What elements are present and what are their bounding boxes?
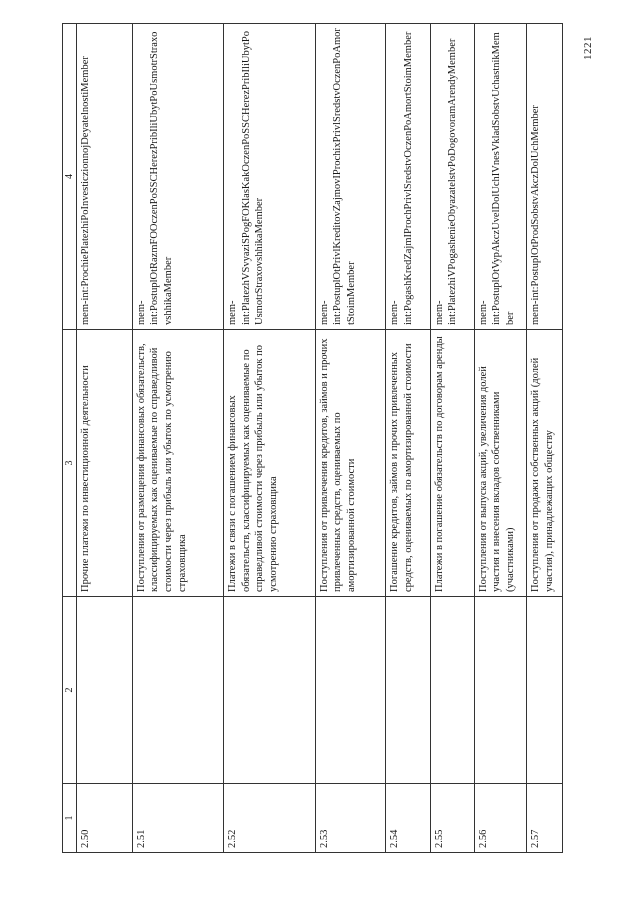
- row-col2: [315, 597, 386, 784]
- taxonomy-table: [62, 23, 563, 853]
- table-row: [224, 24, 315, 853]
- row-number: 2.52: [224, 784, 315, 853]
- row-number: 2.50: [77, 784, 132, 853]
- row-code: mem-int:PostuplOtPrivlKreditovZajmovIProchixPrivlSredstvOczenPoAmortStoimMember: [315, 24, 386, 330]
- row-code: mem-int:ProchiePlatezhiPoInvesticzionnojDeyatelnostiMember: [77, 24, 132, 330]
- row-description: Погашение кредитов, займов и прочих привлеченных средств, оцениваемых по амортизированной стоимости: [386, 330, 430, 597]
- row-description: Прочие платежи по инвестиционной деятельности: [77, 330, 132, 597]
- table-row: [386, 24, 430, 853]
- table-row: [315, 24, 386, 853]
- table-row: [132, 24, 223, 853]
- row-description: Поступления от выпуска акций, увеличения долей участия и внесения вкладов собственниками (участниками): [474, 330, 526, 597]
- row-description: Поступления от привлечения кредитов, займов и прочих привлеченных средств, оцениваемых по амортизированной стоимости: [315, 330, 386, 597]
- row-number: 2.54: [386, 784, 430, 853]
- row-col2: [77, 597, 132, 784]
- row-number: 2.51: [132, 784, 223, 853]
- table-row: [430, 24, 474, 853]
- row-number: 2.53: [315, 784, 386, 853]
- table-row: [474, 24, 526, 853]
- table-row: [77, 24, 132, 853]
- row-number: 2.56: [474, 784, 526, 853]
- row-description: Поступления от размещения финансовых обязательств, классифицируемых как оцениваемые по справедливой стоимости через прибыль или убыток по усмотрению страховщика: [132, 330, 223, 597]
- row-number: 2.55: [430, 784, 474, 853]
- row-col2: [386, 597, 430, 784]
- row-code: mem-int:PostuplOtVypAkczUvelDolUchIVnesVkladSobstvUchastnikMember: [474, 24, 526, 330]
- row-description: Поступления от продажи собственных акций (долей участия), принадлежащих обществу: [527, 330, 563, 597]
- row-code: mem-int:PogashKredZajmIProchPrivlSredstvOczenPoAmortStoimMember: [386, 24, 430, 330]
- header-col-1: 1: [63, 784, 77, 853]
- table-row: [527, 24, 563, 853]
- row-col2: [527, 597, 563, 784]
- row-number: 2.57: [527, 784, 563, 853]
- header-col-3: 3: [63, 330, 77, 597]
- row-code: mem-int:PlatezhVSvyaziSPogFOKlasKakOczenPoSSCHerezPribIliUbytPoUsmotrStraxovshhikaMember: [224, 24, 315, 330]
- row-col2: [224, 597, 315, 784]
- row-code: mem-int:PostuplOtRazmFOOczenPoSSCHerezPribIliUbytPoUsmotrStraxovshhikaMember: [132, 24, 223, 330]
- rotated-table-frame: [62, 28, 563, 853]
- row-description: Платежи в связи с погашением финансовых обязательств, классифицируемых как оцениваемые по справедливой стоимости через прибыль или убыток по усмотрению страховщика: [224, 330, 315, 597]
- table-header-row: [63, 24, 77, 853]
- row-description: Платежи в погашение обязательств по договорам аренды: [430, 330, 474, 597]
- page-number: 1221: [582, 36, 594, 60]
- header-col-4: 4: [63, 24, 77, 330]
- row-col2: [430, 597, 474, 784]
- row-col2: [474, 597, 526, 784]
- row-code: mem-int:PostuplOtProdSobstvAkczDolUchMember: [527, 24, 563, 330]
- row-col2: [132, 597, 223, 784]
- row-code: mem-int:PlatezhiVPogashenieObyazatelstvPoDogovoramArendyMember: [430, 24, 474, 330]
- header-col-2: 2: [63, 597, 77, 784]
